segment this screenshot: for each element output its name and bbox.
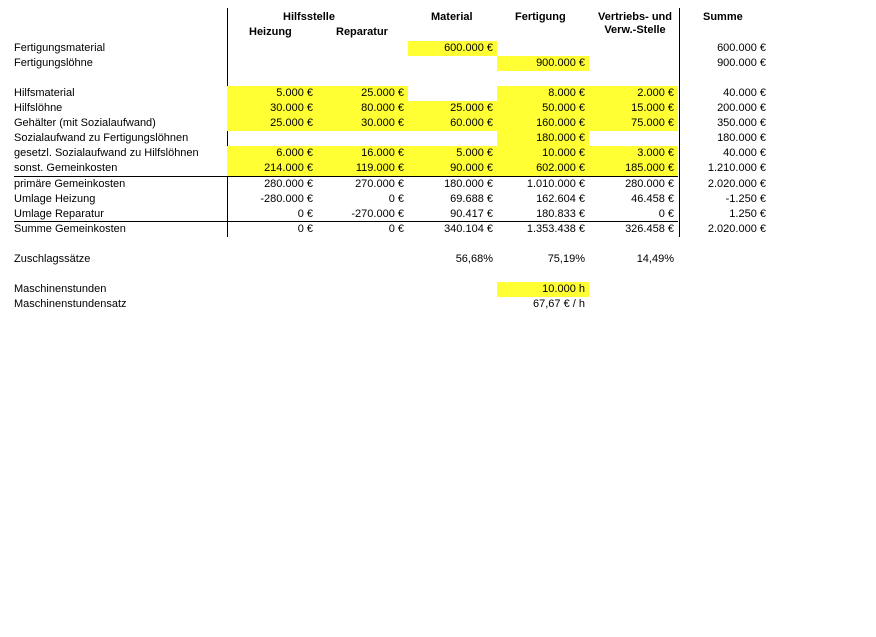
cell-reparatur xyxy=(317,56,408,71)
cell-vertrieb: 46.458 € xyxy=(631,193,674,205)
cell-heizung: 25.000 € xyxy=(227,116,317,131)
cell-material: 600.000 € xyxy=(408,41,497,56)
header-summe: Summe xyxy=(703,11,743,23)
cell-reparatur: 119.000 € xyxy=(317,161,408,176)
header-vertrieb-line1: Vertriebs- und xyxy=(598,11,672,23)
table-row xyxy=(0,177,876,192)
cell-vertrieb xyxy=(589,56,678,71)
cell-vertrieb xyxy=(589,297,678,312)
cell-material: 69.688 € xyxy=(450,193,493,205)
cell-heizung: 214.000 € xyxy=(227,161,317,176)
table-row xyxy=(0,161,876,176)
cell-vertrieb: 3.000 € xyxy=(589,146,678,161)
cell-heizung: 0 € xyxy=(297,223,313,235)
cell-reparatur: 25.000 € xyxy=(317,86,408,101)
header-reparatur: Reparatur xyxy=(336,26,388,38)
cell-material: 340.104 € xyxy=(444,223,493,235)
header-material: Material xyxy=(431,11,473,23)
header-fertigung: Fertigung xyxy=(515,11,566,23)
cell-summe: 600.000 € xyxy=(717,42,766,54)
cell-fertigung: 162.604 € xyxy=(536,193,585,205)
cell-material: 5.000 € xyxy=(408,146,497,161)
cell-summe: 40.000 € xyxy=(723,87,766,99)
table-row xyxy=(0,207,876,222)
row-label: Umlage Reparatur xyxy=(14,208,104,220)
table-row xyxy=(0,101,876,116)
cell-reparatur xyxy=(317,131,408,146)
cell-heizung xyxy=(227,41,317,56)
table-row xyxy=(0,222,876,237)
row-label: Gehälter (mit Sozialaufwand) xyxy=(14,117,156,129)
cell-material xyxy=(408,56,497,71)
cell-reparatur: 0 € xyxy=(388,193,404,205)
row-label: Fertigungslöhne xyxy=(14,57,93,69)
header-heizung: Heizung xyxy=(249,26,292,38)
row-label: Zuschlagssätze xyxy=(14,253,91,265)
row-label: Sozialaufwand zu Fertigungslöhnen xyxy=(14,132,189,144)
cell-vertrieb: 280.000 € xyxy=(625,178,674,190)
cell-fertigung: 75,19% xyxy=(547,253,585,265)
table-row xyxy=(0,56,876,71)
header-vertrieb xyxy=(588,11,682,36)
cell-reparatur xyxy=(317,41,408,56)
cell-vertrieb: 15.000 € xyxy=(589,101,678,116)
cell-reparatur xyxy=(317,297,408,312)
cell-summe: 900.000 € xyxy=(717,57,766,69)
row-label: Umlage Heizung xyxy=(14,193,96,205)
cell-material: 90.000 € xyxy=(408,161,497,176)
cell-fertigung: 67,67 € / h xyxy=(533,298,585,310)
cell-summe: 2.020.000 € xyxy=(707,223,766,235)
cell-summe: 1.250 € xyxy=(729,208,766,220)
row-label: sonst. Gemeinkosten xyxy=(14,162,118,174)
cell-fertigung: 180.833 € xyxy=(536,208,585,220)
table-row xyxy=(0,131,876,146)
cell-material xyxy=(408,131,497,146)
cell-fertigung: 1.010.000 € xyxy=(526,178,585,190)
cell-summe: 200.000 € xyxy=(717,102,766,114)
cell-reparatur: -270.000 € xyxy=(351,208,404,220)
cell-material: 56,68% xyxy=(455,253,493,265)
cell-fertigung: 10.000 € xyxy=(497,146,589,161)
row-label: Hilfsmaterial xyxy=(14,87,75,99)
cell-reparatur: 270.000 € xyxy=(355,178,404,190)
cell-summe: 2.020.000 € xyxy=(707,178,766,190)
cell-fertigung: 8.000 € xyxy=(497,86,589,101)
cell-heizung xyxy=(227,297,317,312)
cell-material xyxy=(408,297,497,312)
cell-fertigung: 1.353.438 € xyxy=(526,223,585,235)
header-vertrieb-line2: Verw.-Stelle xyxy=(604,24,666,36)
cell-reparatur xyxy=(317,282,408,297)
table-row xyxy=(0,192,876,207)
cell-reparatur: 80.000 € xyxy=(317,101,408,116)
table-row xyxy=(0,252,876,267)
cell-reparatur: 30.000 € xyxy=(317,116,408,131)
cell-summe xyxy=(679,297,770,312)
cell-material: 180.000 € xyxy=(444,178,493,190)
cell-fertigung: 900.000 € xyxy=(497,56,589,71)
cell-material: 90.417 € xyxy=(450,208,493,220)
cell-heizung: 6.000 € xyxy=(227,146,317,161)
cell-vertrieb xyxy=(589,41,678,56)
cell-vertrieb: 326.458 € xyxy=(625,223,674,235)
row-label: Maschinenstunden xyxy=(14,283,107,295)
cell-summe: 350.000 € xyxy=(717,117,766,129)
cell-material xyxy=(408,282,497,297)
table-row xyxy=(0,146,876,161)
cell-summe: 1.210.000 € xyxy=(707,162,766,174)
cell-fertigung xyxy=(497,41,589,56)
cell-heizung xyxy=(227,252,317,267)
row-label: gesetzl. Sozialaufwand zu Hilfslöhnen xyxy=(14,147,199,159)
cell-heizung xyxy=(227,282,317,297)
table-row xyxy=(0,41,876,56)
cell-vertrieb: 2.000 € xyxy=(589,86,678,101)
table-row xyxy=(0,116,876,131)
cell-fertigung: 50.000 € xyxy=(497,101,589,116)
table-row xyxy=(0,282,876,297)
header-hilfsstelle: Hilfsstelle xyxy=(283,11,335,23)
cell-fertigung: 602.000 € xyxy=(497,161,589,176)
cell-fertigung: 160.000 € xyxy=(497,116,589,131)
cell-heizung: 5.000 € xyxy=(227,86,317,101)
cell-vertrieb: 185.000 € xyxy=(589,161,678,176)
cell-summe xyxy=(679,252,770,267)
row-label: Fertigungsmaterial xyxy=(14,42,106,54)
cell-reparatur: 0 € xyxy=(388,223,404,235)
row-label: Summe Gemeinkosten xyxy=(14,223,126,235)
cell-heizung: 30.000 € xyxy=(227,101,317,116)
row-label: primäre Gemeinkosten xyxy=(14,178,126,190)
cell-fertigung: 180.000 € xyxy=(497,131,589,146)
row-label: Maschinenstundensatz xyxy=(14,298,127,310)
cell-reparatur: 16.000 € xyxy=(317,146,408,161)
cell-fertigung: 10.000 h xyxy=(497,282,589,297)
cell-heizung xyxy=(227,56,317,71)
cell-reparatur xyxy=(317,252,408,267)
cell-vertrieb xyxy=(589,131,678,146)
cell-summe xyxy=(679,282,770,297)
cell-summe: -1.250 € xyxy=(725,193,766,205)
table-row xyxy=(0,297,876,312)
cell-material xyxy=(408,86,497,101)
row-label: Hilfslöhne xyxy=(14,102,63,114)
cell-vertrieb: 75.000 € xyxy=(589,116,678,131)
cell-material: 25.000 € xyxy=(408,101,497,116)
cell-heizung: 0 € xyxy=(297,208,313,220)
cell-heizung: -280.000 € xyxy=(260,193,313,205)
cell-vertrieb xyxy=(589,282,678,297)
cell-heizung xyxy=(227,131,317,146)
cell-summe: 180.000 € xyxy=(717,132,766,144)
cell-heizung: 280.000 € xyxy=(264,178,313,190)
cell-vertrieb: 0 € xyxy=(658,208,674,220)
cell-summe: 40.000 € xyxy=(723,147,766,159)
cell-material: 60.000 € xyxy=(408,116,497,131)
cell-vertrieb: 14,49% xyxy=(636,253,674,265)
table-row xyxy=(0,86,876,101)
